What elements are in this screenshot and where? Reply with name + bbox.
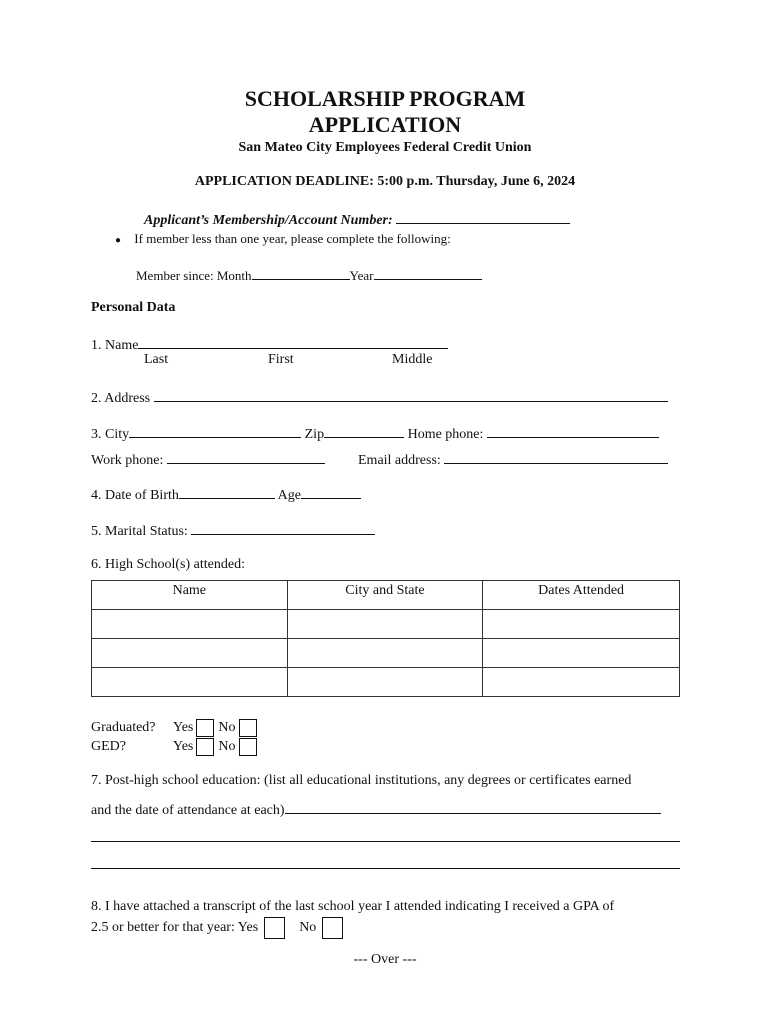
bullet-icon: ● — [115, 235, 122, 246]
page-over-note: --- Over --- — [353, 952, 417, 967]
ged-yes-label: Yes — [173, 739, 194, 755]
table-row — [92, 668, 680, 697]
dob-field[interactable] — [179, 485, 275, 499]
personal-data-heading: Personal Data — [91, 300, 176, 315]
city-row — [91, 424, 659, 443]
post-high-extra-line[interactable] — [91, 828, 680, 842]
member-since-label: Member since: Month — [136, 268, 252, 283]
transcript-row — [91, 917, 347, 939]
member-since-year-field[interactable] — [374, 266, 482, 280]
graduated-yes-checkbox[interactable] — [196, 719, 214, 737]
marital-row — [91, 521, 375, 540]
marital-label: 5. Marital Status: — [91, 524, 188, 539]
name-label: 1. Name — [91, 338, 139, 353]
membership-row — [144, 210, 570, 229]
organization-name: San Mateo City Employees Federal Credit Union — [238, 140, 532, 155]
post-high-field[interactable] — [285, 800, 661, 814]
address-row — [91, 388, 668, 407]
graduated-row — [91, 719, 261, 737]
ged-row — [91, 738, 261, 756]
transcript-yes-checkbox[interactable] — [264, 917, 285, 939]
ged-no-label: No — [218, 739, 236, 755]
member-since-row — [136, 266, 482, 284]
graduated-no-label: No — [218, 720, 236, 736]
work-phone-field[interactable] — [167, 450, 325, 464]
age-label: Age — [277, 488, 301, 503]
marital-field[interactable] — [191, 521, 375, 535]
table-cell[interactable] — [483, 610, 680, 639]
work-phone-label: Work phone: — [91, 453, 164, 468]
zip-field[interactable] — [324, 424, 404, 438]
email-row — [358, 450, 668, 469]
name-last-label: Last — [144, 352, 169, 367]
dob-label: 4. Date of Birth — [91, 488, 179, 503]
table-cell[interactable] — [287, 668, 483, 697]
graduated-no-checkbox[interactable] — [239, 719, 257, 737]
form-title-line1: SCHOLARSHIP PROGRAM — [244, 86, 526, 111]
zip-label: Zip — [304, 427, 325, 442]
account-number-label: Applicant’s Membership/Account Number: — [144, 213, 393, 228]
email-field[interactable] — [444, 450, 668, 464]
table-cell[interactable] — [92, 639, 288, 668]
name-first-label: First — [268, 352, 294, 367]
member-since-year-label: Year — [349, 268, 374, 283]
table-cell[interactable] — [483, 639, 680, 668]
account-number-field[interactable] — [396, 210, 570, 224]
address-label: 2. Address — [91, 391, 151, 406]
table-cell[interactable] — [92, 610, 288, 639]
table-cell[interactable] — [483, 668, 680, 697]
transcript-yes-label: 2.5 or better for that year: Yes — [91, 920, 259, 936]
transcript-line1: 8. I have attached a transcript of the last school year I attended indicating I received a GPA of — [91, 899, 615, 914]
city-label: 3. City — [91, 427, 130, 442]
post-high-line2: and the date of attendance at each) — [91, 803, 285, 818]
column-header-name: Name — [92, 581, 288, 610]
transcript-no-checkbox[interactable] — [322, 917, 343, 939]
high-school-label: 6. High School(s) attended: — [91, 557, 245, 572]
graduated-label: Graduated? — [91, 720, 156, 736]
table-cell[interactable] — [92, 668, 288, 697]
column-header-city-state: City and State — [287, 581, 483, 610]
form-title-line2: APPLICATION — [308, 112, 462, 137]
home-phone-field[interactable] — [487, 424, 659, 438]
ged-no-checkbox[interactable] — [239, 738, 257, 756]
high-school-table — [91, 580, 680, 697]
post-high-row — [91, 800, 661, 819]
post-high-extra-line[interactable] — [91, 855, 680, 869]
post-high-line1: 7. Post-high school education: (list all educational institutions, any degrees or certificates earned — [91, 773, 632, 788]
bullet-text: If member less than one year, please complete the following: — [134, 231, 451, 246]
table-row — [92, 610, 680, 639]
age-field[interactable] — [301, 485, 361, 499]
city-field[interactable] — [129, 424, 301, 438]
member-since-month-field[interactable] — [252, 266, 350, 280]
table-cell[interactable] — [287, 610, 483, 639]
dob-row — [91, 485, 361, 504]
email-label: Email address: — [358, 453, 441, 468]
table-header-row — [92, 581, 680, 610]
membership-bullet — [115, 231, 451, 247]
column-header-dates: Dates Attended — [483, 581, 680, 610]
address-field[interactable] — [154, 388, 668, 402]
name-field[interactable] — [138, 335, 448, 349]
ged-yes-checkbox[interactable] — [196, 738, 214, 756]
transcript-no-label: No — [299, 920, 317, 936]
graduated-yes-label: Yes — [173, 720, 194, 736]
name-middle-label: Middle — [392, 352, 433, 367]
table-row — [92, 639, 680, 668]
work-phone-row — [91, 450, 325, 469]
application-deadline: APPLICATION DEADLINE: 5:00 p.m. Thursday, June 6, 2024 — [194, 174, 576, 189]
table-cell[interactable] — [287, 639, 483, 668]
home-phone-label: Home phone: — [407, 427, 484, 442]
ged-label: GED? — [91, 739, 126, 755]
